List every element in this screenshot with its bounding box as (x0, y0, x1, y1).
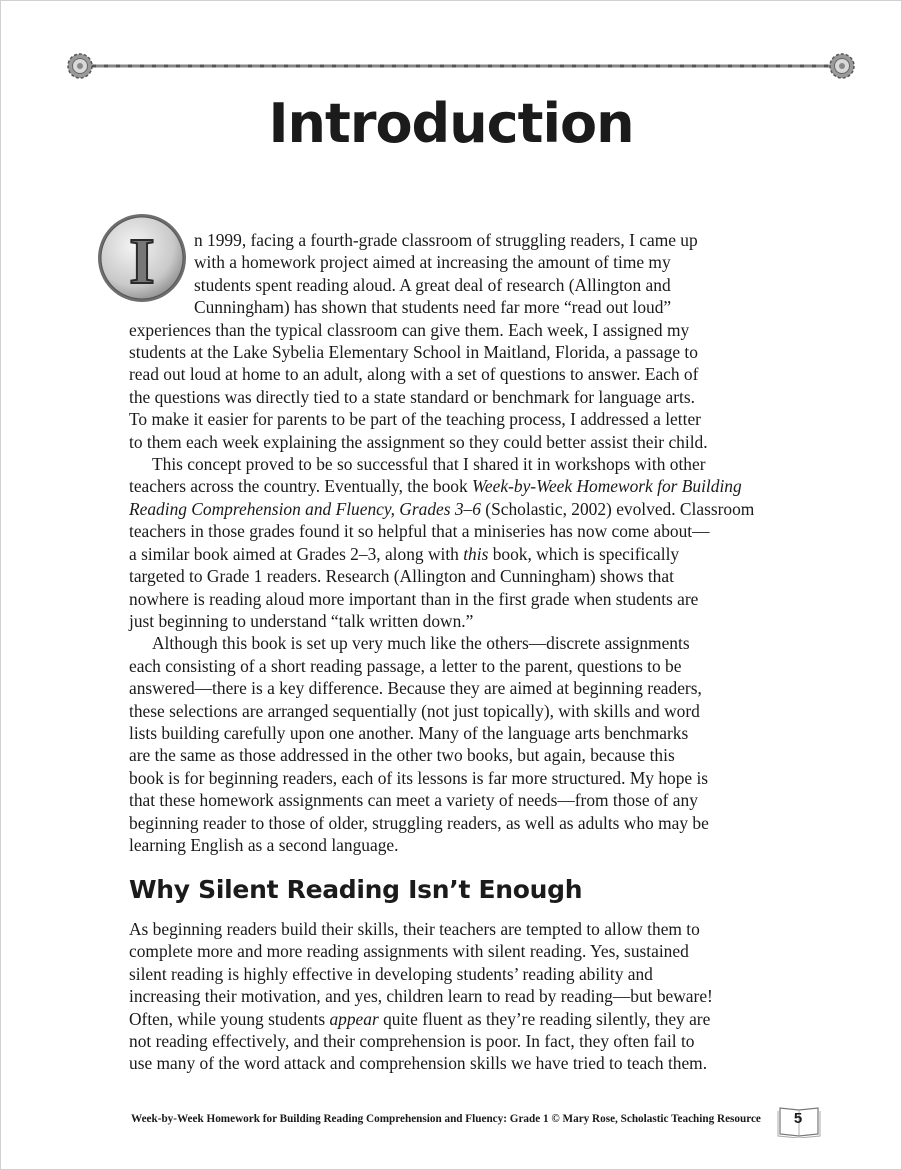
intro-line: n 1999, facing a fourth-grade classroom of struggling readers, I came up (194, 230, 698, 250)
text-run: teachers across the country. Eventually, the book (129, 476, 473, 497)
paragraph-line: read out loud at home to an adult, along with a set of questions to answer. Each of (129, 364, 699, 385)
silent-reading-paragraph (129, 918, 789, 1075)
text-run: quite fluent as they’re reading silently, they are (378, 1008, 711, 1029)
paragraph-line: beginning reader to those of older, struggling readers, as well as adults who may be (129, 812, 709, 833)
page-title: Introduction (268, 92, 634, 155)
page-number: 5 (793, 1110, 803, 1127)
text-run: a similar book aimed at Grades 2–3, along with (129, 543, 464, 564)
paragraph-line: to them each week explaining the assignment so they could better assist their child. (129, 431, 708, 452)
paragraph-line: just beginning to understand “talk written down.” (129, 610, 474, 631)
text-run: Often, while young students (129, 1008, 330, 1029)
gear-icon-left (68, 54, 92, 78)
drop-cap-letter: I (129, 225, 155, 298)
footer-credit: Week-by-Week Homework for Building Reading Comprehension and Fluency: Grade 1 © Mary Rose, Scholastic Teaching Resource (131, 1113, 761, 1125)
paragraph-line: Although this book is set up very much like the others—discrete assignments (152, 633, 690, 654)
text-run: book, which is specifically (488, 543, 680, 564)
paragraph-line: these selections are arranged sequentially (not just topically), with skills and word (129, 700, 700, 721)
section-heading: Why Silent Reading Isn’t Enough (129, 875, 583, 904)
top-rule-ornament (66, 52, 856, 80)
book-title-italic: Reading Comprehension and Fluency, Grades 3–6 (129, 498, 481, 519)
intro-line: Cunningham) has shown that students need far more “read out loud” (194, 297, 672, 318)
intro-line: students spent reading aloud. A great deal of research (Allington and (194, 274, 671, 295)
paragraph-line: answered—there is a key difference. Because they are aimed at beginning readers, (129, 678, 702, 699)
page-footer (0, 1102, 902, 1142)
paragraph-line: lists building carefully upon one another. Many of the language arts benchmarks (129, 722, 689, 743)
paragraph-line: As beginning readers build their skills, their teachers are tempted to allow them to (129, 919, 700, 939)
paragraph-line: students at the Lake Sybelia Elementary School in Maitland, Florida, a passage to (129, 342, 698, 363)
paragraph-line: each consisting of a short reading passage, a letter to the parent, questions to be (129, 655, 682, 676)
paragraph-line: book is for beginning readers, each of its lessons is far more structured. My hope is (129, 767, 709, 788)
text-run: (Scholastic, 2002) evolved. Classroom (480, 498, 755, 519)
paragraph-line: that these homework assignments can meet a variety of needs—from those of any (129, 790, 698, 811)
paragraph-line (129, 543, 789, 565)
emphasis-italic: appear (329, 1008, 379, 1029)
paragraph-line: are the same as those addressed in the other two books, but again, because this (129, 745, 675, 766)
emphasis-italic: this (463, 543, 489, 564)
paragraph-line: learning English as a second language. (129, 834, 399, 855)
paragraph-line (129, 498, 789, 520)
paragraph-line: increasing their motivation, and yes, children learn to read by reading—but beware! (129, 986, 713, 1007)
paragraph-line: complete more and more reading assignments with silent reading. Yes, sustained (129, 941, 689, 962)
paragraph-line: nowhere is reading aloud more important than in the first grade when students are (129, 588, 699, 609)
paragraph-line (129, 1008, 789, 1030)
book-title-italic: Week-by-Week Homework for Building (472, 476, 742, 497)
paragraph-line: This concept proved to be so successful that I shared it in workshops with other (152, 454, 706, 475)
paragraph-line (129, 475, 789, 497)
intro-line: with a homework project aimed at increasing the amount of time my (194, 252, 671, 273)
paragraph-line: silent reading is highly effective in developing students’ reading ability and (129, 963, 653, 984)
paragraph-line: not reading effectively, and their comprehension is poor. In fact, they often fail to (129, 1031, 695, 1052)
paragraph-line: the questions was directly tied to a state standard or benchmark for language arts. (129, 386, 695, 407)
paragraph-line: experiences than the typical classroom can give them. Each week, I assigned my (129, 319, 690, 340)
paragraph-line: use many of the word attack and comprehension skills we have tried to teach them. (129, 1053, 708, 1074)
paragraph-line: targeted to Grade 1 readers. Research (Allington and Cunningham) shows that (129, 566, 674, 587)
paragraph-line: teachers in those grades found it so helpful that a miniseries has now come about— (129, 521, 710, 542)
gear-icon-right (830, 54, 854, 78)
paragraph-line: To make it easier for parents to be part of the teaching process, I addressed a letter (129, 409, 701, 430)
intro-paragraph (129, 229, 789, 856)
